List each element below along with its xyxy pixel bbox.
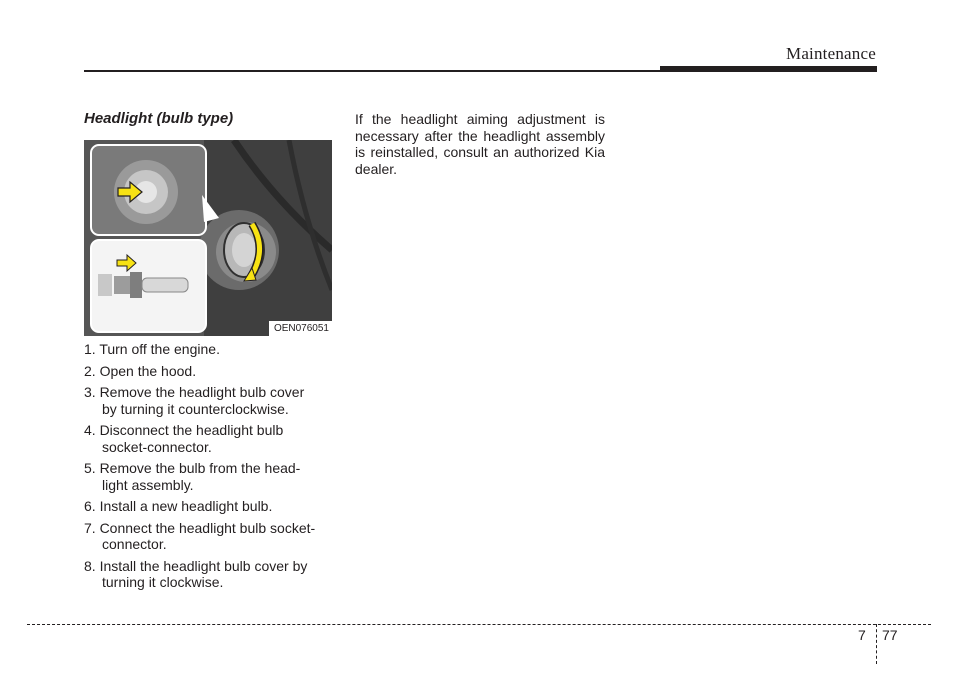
list-item: 4. Disconnect the headlight bulb socket-connector. — [84, 422, 284, 455]
list-item: 5. Remove the bulb from the head- light assembly. — [84, 460, 301, 493]
list-item: 2. Open the hood. — [84, 362, 197, 379]
figure-caption: OEN076051 — [269, 321, 332, 336]
chapter-number: 7 — [858, 627, 866, 643]
bulb-icon — [142, 278, 188, 292]
list-item: 1. Turn off the engine. — [84, 341, 220, 357]
list-item: 7. Connect the headlight bulb socket- connector. — [84, 519, 316, 552]
list-item: 3. Remove the headlight bulb cover by turning it counterclockwise. — [84, 384, 305, 417]
header-rule-thick — [660, 66, 877, 72]
list-item: 8. Install the headlight bulb cover by turning it clockwise. — [84, 557, 308, 590]
list-item: 6. Install a new headlight bulb. — [84, 498, 273, 514]
steps-list — [84, 341, 334, 596]
headlight-illustration — [84, 140, 332, 336]
footer-divider — [876, 624, 877, 664]
section-title: Maintenance — [786, 44, 876, 63]
section-heading: Headlight (bulb type) — [84, 110, 234, 127]
header-rule — [84, 70, 660, 72]
page-number: 77 — [882, 627, 898, 643]
headlight-figure — [84, 140, 332, 336]
footer-rule — [27, 624, 931, 625]
aiming-note: If the headlight aiming adjustment is necessary after the headlight assembly is reinstalled, consult an authorized Kia dealer. — [355, 111, 605, 177]
